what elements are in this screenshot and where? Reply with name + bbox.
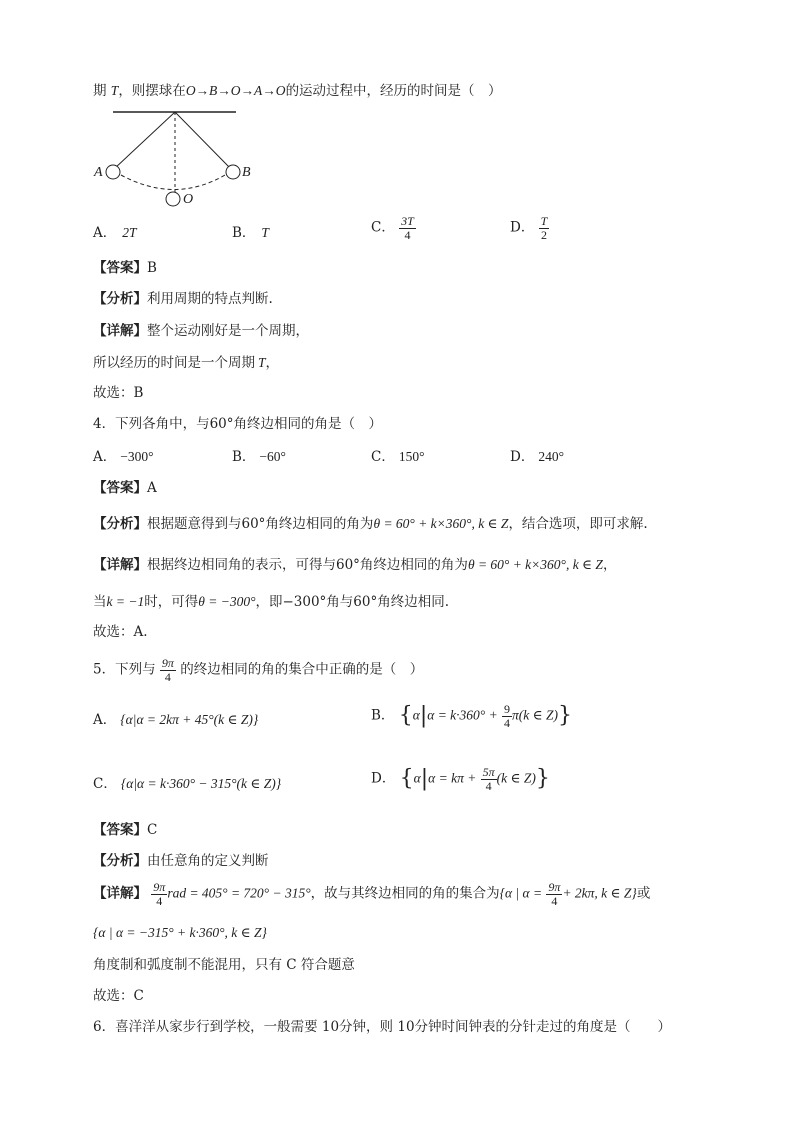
- q4-title: 4．下列各角中，与60°角终边相同的角是（ ）: [93, 416, 383, 432]
- pendulum-figure: [93, 104, 263, 210]
- q3-detail: 【详解】整个运动刚好是一个周期，: [93, 323, 309, 339]
- label-B: B: [242, 165, 251, 180]
- q3-stem-line: 期 T，则摆球在O→B→O→A→O的运动过程中，经历的时间是（ ）: [93, 83, 502, 99]
- q4-detail: 【详解】根据终边相同角的表示，可得与60°角终边相同的角为θ = 60° + k×360°, k ∈ Z，: [93, 557, 617, 573]
- q4-option-a: A． −300°: [93, 449, 154, 465]
- q5-option-d: D． {α|α = kπ + $\frac{5\pi}{4}$ (k ∈ Z)}: [371, 765, 550, 793]
- q5-answer: 【答案】C: [93, 822, 158, 838]
- q5-analysis: 【分析】由任意角的定义判断: [93, 853, 269, 869]
- label-A: A: [94, 165, 103, 180]
- q5-option-c: C． {α|α = k·360° − 315°(k ∈ Z)}: [93, 776, 282, 792]
- q4-analysis: 【分析】根据题意得到与60°角终边相同的角为θ = 60° + k×360°, k ∈ Z，结合选项，即可求解.: [93, 516, 648, 532]
- q5-note: 角度制和弧度制不能混用，只有 C 符合题意: [93, 957, 355, 973]
- fraction: $\frac{9}{4}$: [503, 702, 510, 730]
- string-right: [175, 112, 231, 169]
- q4-choice: 故选：A.: [93, 624, 148, 640]
- q3-answer: 【答案】B: [93, 260, 157, 276]
- fraction: $\frac{T}{2}$: [540, 214, 548, 242]
- label-O: O: [183, 192, 194, 207]
- q4-option-d: D． 240°: [510, 449, 564, 465]
- fraction: $\frac{9\pi}{4}$: [153, 880, 166, 908]
- q5-title: 5．下列与 $\frac{9\pi}{4}$ 的终边相同的角的集合中正确的是（ ）: [93, 656, 424, 684]
- q3-detail-line2: 所以经历的时间是一个周期 T，: [93, 355, 280, 371]
- fraction: $\frac{9\pi}{4}$: [161, 656, 174, 684]
- motion-path: O→B→O→A→O: [185, 83, 286, 98]
- ball-O: [166, 192, 180, 206]
- ball-A: [106, 165, 120, 179]
- q3-analysis: 【分析】利用周期的特点判断.: [93, 291, 273, 307]
- q4-detail-line2: 当k = −1时，可得θ = −300°，即−300°角与60°角终边相同.: [93, 594, 450, 610]
- q5-choice: 故选：C: [93, 988, 144, 1004]
- q3-option-a: A． 2T: [93, 225, 137, 241]
- q3-option-b: B． T: [232, 225, 269, 241]
- q5-detail-line2: {α | α = −315° + k·360°, k ∈ Z}: [93, 925, 267, 940]
- swing-arc: [121, 175, 225, 190]
- q3-option-c: C． $\frac{3T}{4}$: [371, 214, 414, 242]
- q3-option-d: D． $\frac{T}{2}$: [510, 214, 548, 242]
- q5-option-b: B． {α|α = k·360° + $\frac{9}{4}$ π(k ∈ Z)}: [371, 702, 572, 730]
- fraction: $\frac{9\pi}{4}$: [548, 880, 561, 908]
- q5-detail: 【详解】 $\frac{9\pi}{4}$ rad = 405° = 720° − 315°，故与其终边相同的角的集合为{α | α = $\frac{9\pi}{4}$ + 2kπ, k ∈ Z}或: [93, 880, 651, 908]
- q4-option-c: C． 150°: [371, 449, 425, 465]
- q3-choice: 故选：B: [93, 385, 144, 401]
- q4-option-b: B． −60°: [232, 449, 286, 465]
- q4-answer: 【答案】A: [93, 480, 157, 496]
- string-left: [114, 112, 175, 169]
- period-symbol: T: [110, 83, 119, 98]
- formula: θ = 60° + k×360°, k ∈ Z: [467, 557, 603, 572]
- ball-B: [226, 165, 240, 179]
- fraction: $\frac{3T}{4}$: [401, 214, 414, 242]
- fraction: $\frac{5\pi}{4}$: [482, 765, 495, 793]
- q5-option-a: A． {α|α = 2kπ + 45°(k ∈ Z)}: [93, 712, 259, 728]
- q6-title: 6．喜洋洋从家步行到学校，一般需要 10分钟，则 10分钟时间钟表的分针走过的角度是（ ）: [93, 1019, 672, 1035]
- formula: θ = 60° + k×360°, k ∈ Z: [373, 516, 509, 531]
